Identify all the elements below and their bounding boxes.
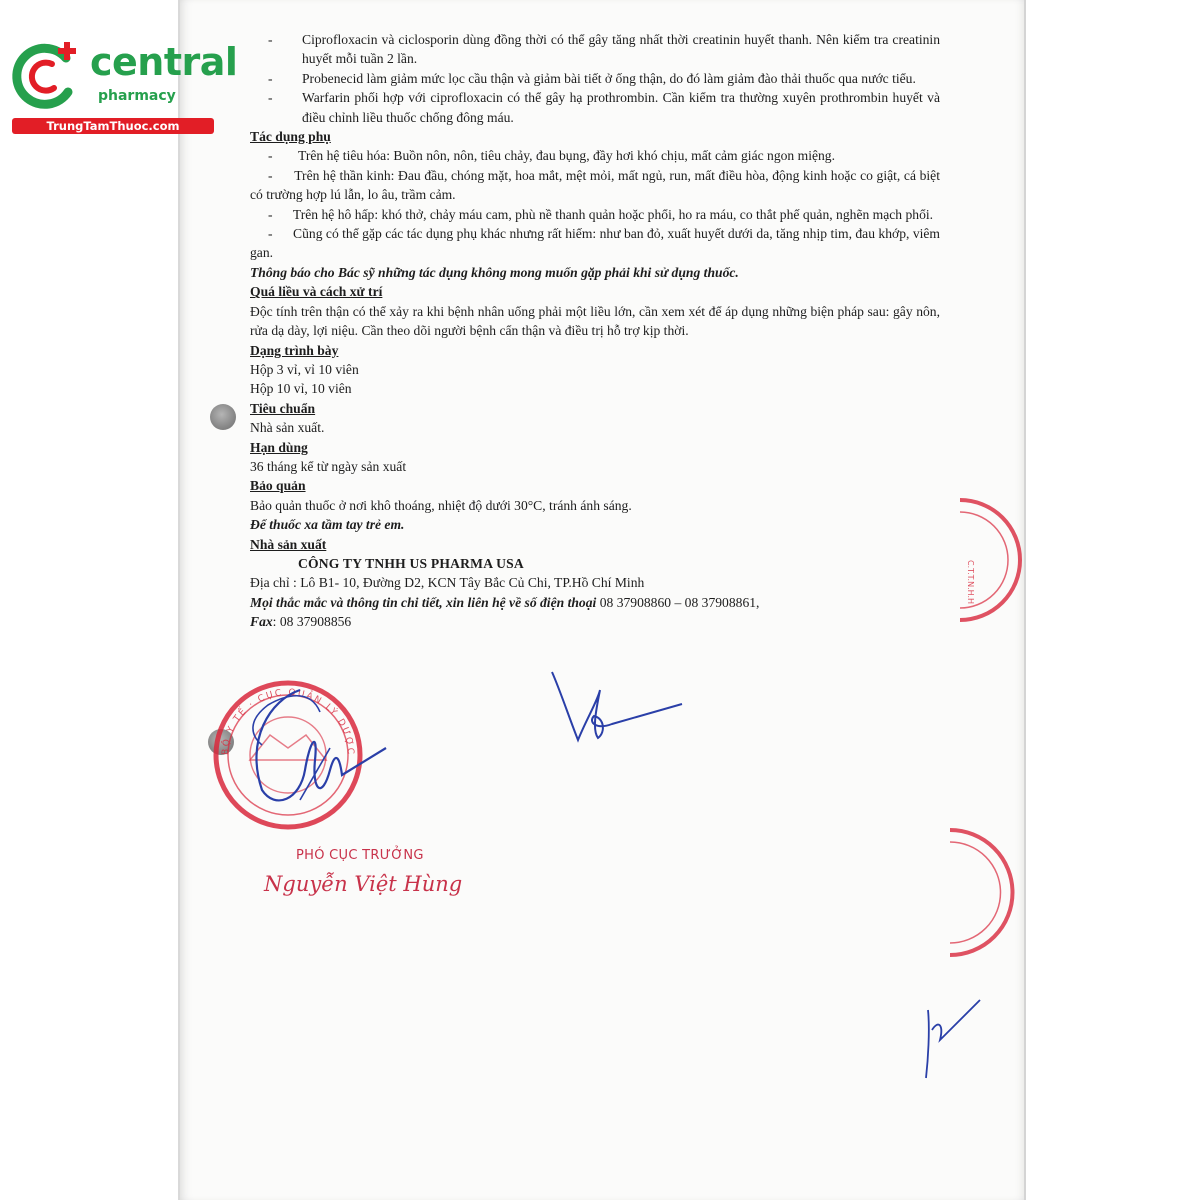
- side-effect-item: - Trên hệ thần kinh: Đau đầu, chóng mặt, hoa mắt, mệt mỏi, mất ngủ, run, mất điều hòa, động kinh hoặc co giật, cá biệt có trường hợp lú lẫn, lo âu, trầm cảm.: [250, 167, 940, 203]
- storage-heading: Bảo quản: [250, 478, 306, 494]
- fax-number: : 08 37908856: [272, 614, 352, 630]
- manufacturer-company: CÔNG TY TNHH US PHARMA USA: [298, 555, 524, 571]
- signer-title: PHÓ CỤC TRƯỞNG: [296, 848, 424, 863]
- side-effect-item: - Trên hệ hô hấp: khó thở, chảy máu cam, phù nề thanh quản hoặc phổi, ho ra máu, co thắt phế quản, nghẽn mạch phổi.: [268, 206, 934, 222]
- signer-name: Nguyễn Việt Hùng: [264, 872, 463, 896]
- list-dash: -: [268, 32, 273, 47]
- punch-hole-upper: [210, 404, 236, 430]
- side-effect-item: Trên hệ tiêu hóa: Buồn nôn, nôn, tiêu chảy, đau bụng, đầy hơi khó chịu, mất cảm giác ngon miệng.: [298, 148, 835, 164]
- overdose-text: Độc tính trên thận có thể xảy ra khi bệnh nhân uống phải một liều lớn, cần xem xét để áp dụng những biện pháp sau: gây nôn, rửa dạ dày, lợi niệu. Cần theo dõi người bệnh cẩn thận và điều trị hỗ trợ kịp thời.: [250, 303, 940, 339]
- presentation-heading: Dạng trình bày: [250, 342, 339, 358]
- fax-label: Fax: [250, 614, 273, 630]
- shelf-life-heading: Hạn dùng: [250, 439, 308, 455]
- leaflet-text: [250, 30, 940, 632]
- presentation-item: Hộp 3 vỉ, vỉ 10 viên: [250, 361, 359, 377]
- manufacturer-contact: [250, 593, 940, 612]
- interaction-item: Warfarin phối hợp với ciprofloxacin có thể gây hạ prothrombin. Cần kiểm tra thường xuyên prothrombin huyết và điều chỉnh liều thuốc chống đông máu.: [302, 90, 940, 125]
- logo-brand-name: central: [90, 40, 238, 84]
- logo-website: TrungTamThuoc.com: [12, 118, 214, 134]
- overdose-heading: Quá liều và cách xử trí: [250, 284, 383, 300]
- side-effect-text: Cũng có thể gặp các tác dụng phụ khác nhưng rất hiếm: như ban đỏ, xuất huyết dưới da, tăng nhịp tim, đau khớp, viêm gan.: [250, 226, 941, 261]
- pharmacy-logo-icon: [8, 36, 88, 116]
- manufacturer-heading: Nhà sản xuất: [250, 536, 327, 552]
- side-effect-text: Trên hệ thần kinh: Đau đầu, chóng mặt, hoa mắt, mệt mỏi, mất ngủ, run, mất điều hòa, động kinh hoặc co giật, cá biệt có trường hợp lú lẫn, lo âu, trầm cảm.: [250, 167, 940, 203]
- manufacturer-fax: [250, 612, 940, 631]
- standard-text: Nhà sản xuất.: [250, 420, 325, 436]
- manufacturer-address: Địa chỉ : Lô B1- 10, Đường D2, KCN Tây Bắc Củ Chi, TP.Hồ Chí Minh: [250, 575, 645, 591]
- list-dash: -: [268, 148, 273, 164]
- storage-warning: Để thuốc xa tầm tay trẻ em.: [250, 517, 405, 533]
- central-pharmacy-logo: [8, 36, 238, 136]
- side-effects-notice: Thông báo cho Bác sỹ những tác dụng không mong muốn gặp phải khi sử dụng thuốc.: [250, 264, 739, 280]
- presentation-item: Hộp 10 vỉ, 10 viên: [250, 381, 352, 397]
- side-stamp-text: C.T.T.N.H.H: [966, 560, 975, 605]
- stamp-text: BỘ Y TẾ · CỤC QUẢN LÝ DƯỢC: [220, 687, 356, 757]
- list-dash: -: [268, 90, 273, 106]
- side-effect-text: Trên hệ hô hấp: khó thở, chảy máu cam, phù nề thanh quản hoặc phổi, ho ra máu, co thắt phế quản, nghẽn mạch phổi.: [292, 206, 934, 222]
- contact-label: Mọi thắc mắc và thông tin chi tiết, xin liên hệ về số điện thoại: [250, 594, 597, 610]
- contact-phones: 08 37908860 – 08 37908861,: [599, 594, 760, 610]
- list-item: [250, 88, 940, 127]
- list-item: [250, 69, 940, 88]
- list-dash: -: [268, 70, 273, 86]
- interaction-item: Ciprofloxacin và ciclosporin dùng đồng thời có thể gây tăng nhất thời creatinin huyết thanh. Nên kiểm tra creatinin huyết mỗi tuần 2 lần.: [302, 32, 940, 67]
- list-item: [250, 146, 940, 165]
- logo-subtitle: pharmacy: [98, 88, 176, 104]
- standard-heading: Tiêu chuẩn: [250, 400, 316, 416]
- list-item: [250, 30, 940, 69]
- side-effects-heading: Tác dụng phụ: [250, 129, 331, 145]
- side-effect-item: - Cũng có thể gặp các tác dụng phụ khác nhưng rất hiếm: như ban đỏ, xuất huyết dưới da, tăng nhịp tim, đau khớp, viêm gan.: [250, 226, 941, 261]
- storage-text: Bảo quản thuốc ở nơi khô thoáng, nhiệt độ dưới 30°C, tránh ánh sáng.: [250, 497, 632, 513]
- shelf-life-text: 36 tháng kể từ ngày sản xuất: [250, 458, 407, 474]
- interaction-item: Probenecid làm giảm mức lọc cầu thận và giảm bài tiết ở ống thận, do đó làm giảm đào thải thuốc qua nước tiểu.: [302, 70, 916, 86]
- punch-hole-lower: [208, 729, 234, 755]
